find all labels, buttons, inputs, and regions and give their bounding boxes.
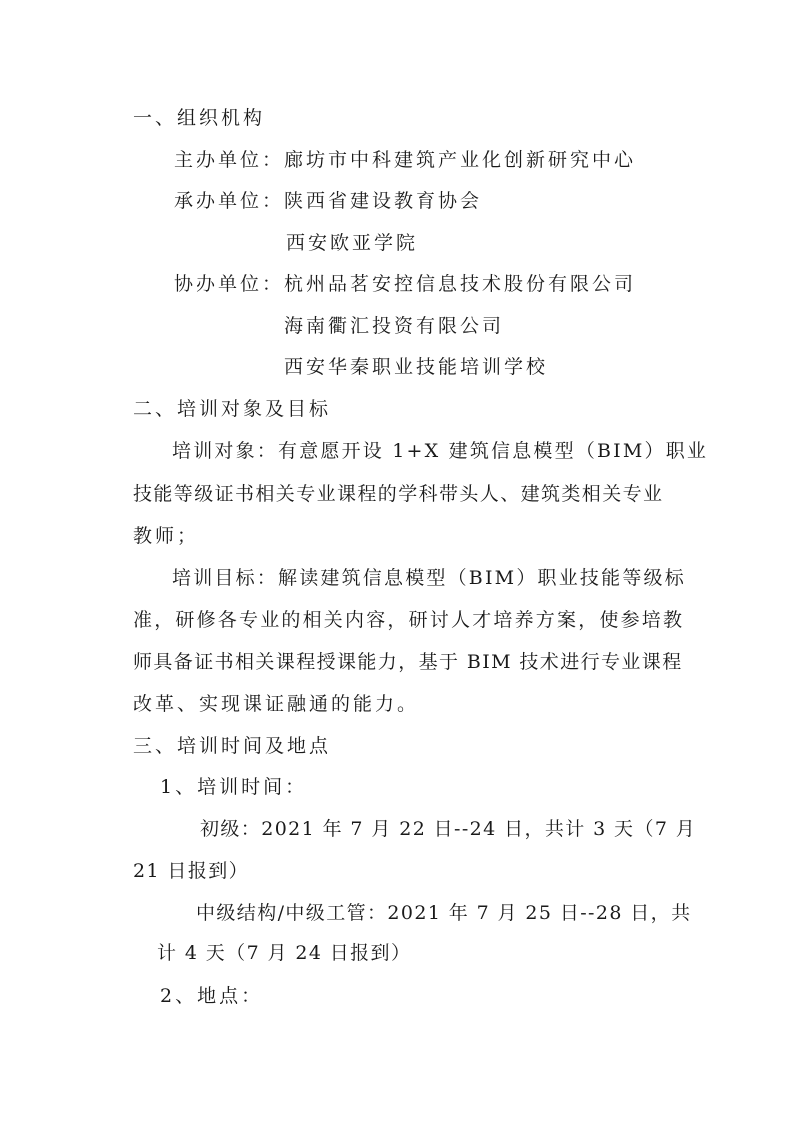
organizer-unit-row [174, 189, 482, 213]
coorganizer-unit-value: 西安华秦职业技能培训学校 [284, 356, 549, 378]
section-heading-training-target: 二、培训对象及目标 [133, 398, 332, 420]
primary-level-schedule-line: 21 日报到） [133, 860, 250, 882]
organizer-unit-value: 西安欧亚学院 [286, 232, 419, 254]
coorganizer-unit-value: 杭州品茗安控信息技术股份有限公司 [284, 273, 637, 295]
training-target-line: 技能等级证书相关专业课程的学科带头人、建筑类相关专业 [133, 483, 664, 505]
training-target-line: 教师； [133, 525, 200, 547]
host-unit-label: 主办单位： [174, 149, 285, 171]
coorganizer-unit-row [174, 272, 636, 296]
training-goal-line: 准，研修各专业的相关内容，研讨人才培养方案，使参培教 [133, 609, 685, 631]
section-heading-organization: 一、组织机构 [133, 107, 266, 129]
training-target-line: 培训对象：有意愿开设 1+X 建筑信息模型（BIM）职业 [172, 440, 709, 462]
coorganizer-unit-label: 协办单位： [174, 273, 285, 295]
organizer-unit-value: 陕西省建设教育协会 [284, 190, 483, 212]
training-goal-line: 培训目标：解读建筑信息模型（BIM）职业技能等级标 [172, 567, 686, 589]
location-heading: 2、地点： [160, 985, 264, 1007]
section-heading-time-location: 三、培训时间及地点 [133, 735, 332, 757]
intermediate-level-schedule-line: 计 4 天（7 月 24 日报到） [157, 942, 412, 964]
training-goal-line: 师具备证书相关课程授课能力，基于 BIM 技术进行专业课程 [133, 651, 683, 673]
host-unit-value: 廊坊市中科建筑产业化创新研究中心 [284, 149, 637, 171]
coorganizer-unit-value: 海南衢汇投资有限公司 [284, 315, 505, 337]
training-goal-line: 改革、实现课证融通的能力。 [133, 693, 420, 715]
organizer-unit-label: 承办单位： [174, 190, 285, 212]
intermediate-level-schedule-line: 中级结构/中级工管：2021 年 7 月 25 日--28 日，共 [196, 902, 692, 924]
training-time-heading: 1、培训时间： [160, 776, 308, 798]
primary-level-schedule-line: 初级：2021 年 7 月 22 日--24 日，共计 3 天（7 月 [200, 818, 697, 840]
host-unit-row [174, 148, 636, 172]
